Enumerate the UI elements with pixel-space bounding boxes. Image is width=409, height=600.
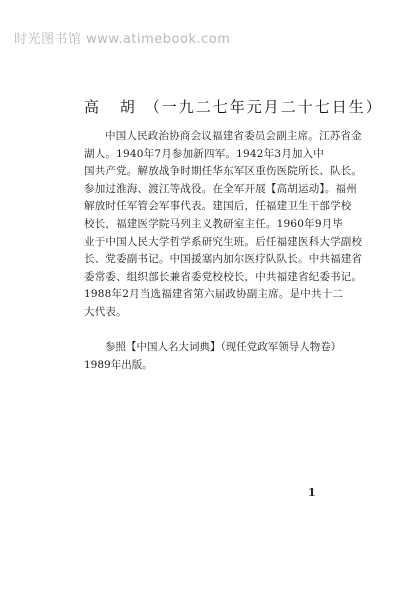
entry-body — [84, 128, 363, 322]
body-line: 业于中国人民大学哲学系研究生班。后任福建医科大学副校 — [84, 235, 363, 248]
body-line: 大代表。 — [84, 305, 127, 318]
body-line: 解放时任军管会军事代表。建国后，任福建卫生干部学校 — [84, 200, 352, 213]
body-line: 参加过淮海、渡江等战役。在全军开展【高胡运动】。福州 — [84, 182, 357, 195]
reference-line: 参照【中国人名大词典】（现任党政军领导人物卷） — [105, 341, 342, 353]
body-line: 校长，福建医学院马列主义教研室主任。1960年9月毕 — [84, 217, 344, 230]
entry-heading — [84, 96, 383, 117]
entry-name: 高 胡 — [84, 98, 143, 116]
reference-line: 1989年出版。 — [84, 358, 153, 371]
body-line: 国共产党。解放战争时期任华东军区重伤医院所长、队长。 — [84, 165, 363, 178]
entry-reference — [84, 339, 364, 374]
body-line: 中国人民政治协商会议福建省委员会副主席。江苏省金 — [105, 130, 362, 142]
body-line: 1988年2月当选福建省第六届政协副主席。是中共十二 — [84, 288, 344, 301]
body-line: 湖人。1940年7月参加新四军。1942年3月加入中 — [84, 147, 325, 160]
page-number: 1 — [308, 486, 316, 499]
watermark: 时光图书馆 www.atimebook.com — [14, 32, 231, 47]
body-line: 委常委、组织部长兼省委党校校长，中共福建省纪委书记。 — [84, 270, 363, 283]
body-line: 长、党委副书记。中国援塞内加尔医疗队队长。中共福建省 — [84, 253, 363, 266]
entry-lifespan: （一九二七年元月二十七日生） — [144, 98, 383, 116]
